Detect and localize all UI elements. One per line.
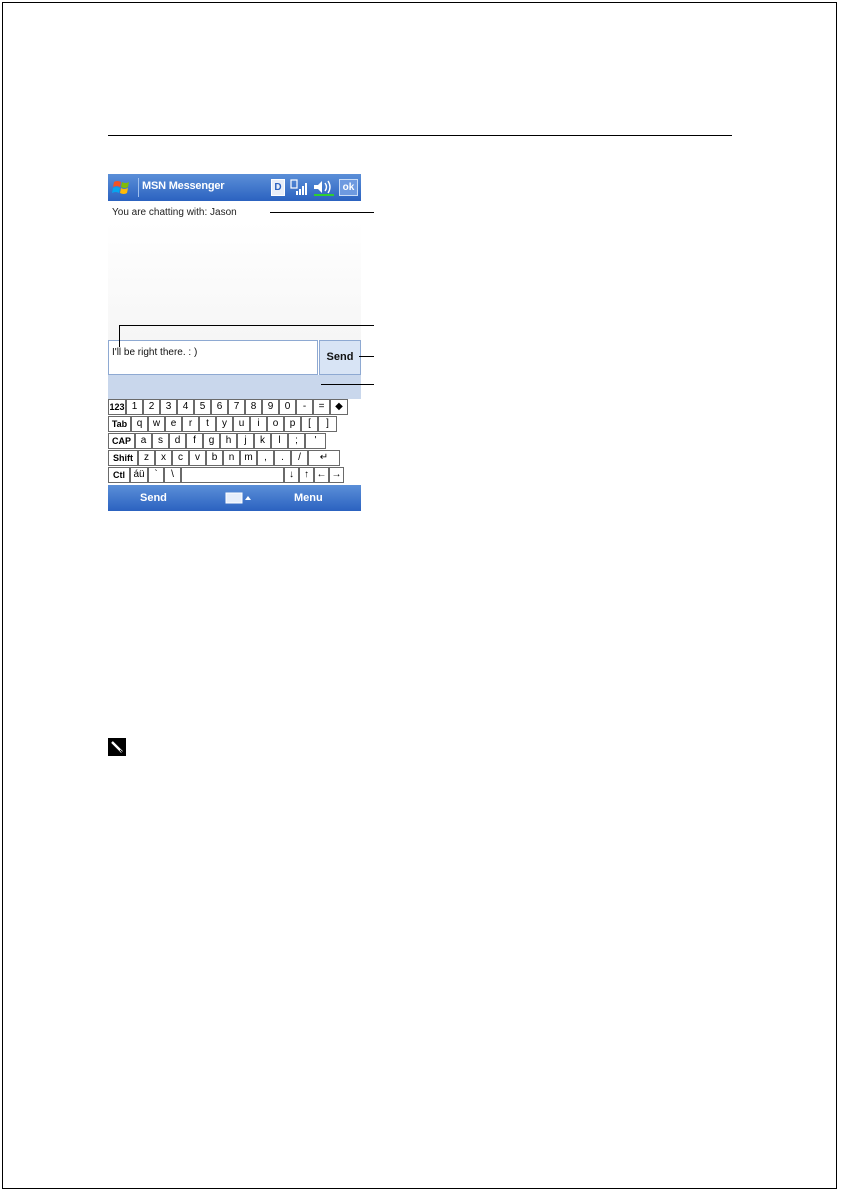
speaker-icon[interactable]	[312, 179, 336, 196]
title-bar	[108, 174, 361, 201]
key[interactable]: u	[233, 416, 250, 432]
key[interactable]: q	[131, 416, 148, 432]
connection-icon[interactable]: D	[271, 179, 285, 196]
key[interactable]: \	[164, 467, 181, 483]
key[interactable]: 6	[211, 399, 228, 415]
key[interactable]: m	[240, 450, 257, 466]
send-softkey[interactable]: Send	[140, 492, 167, 504]
keyboard-row	[108, 416, 361, 433]
keyboard-icon[interactable]	[224, 490, 252, 506]
app-title: MSN Messenger	[142, 180, 225, 192]
key[interactable]: t	[199, 416, 216, 432]
key[interactable]: ↓	[284, 467, 299, 483]
callout-input-line-v	[119, 325, 120, 347]
key[interactable]: o	[267, 416, 284, 432]
key[interactable]: x	[155, 450, 172, 466]
key[interactable]: CAP	[108, 433, 135, 449]
key[interactable]: w	[148, 416, 165, 432]
callout-send-line	[359, 356, 374, 357]
key[interactable]: '	[305, 433, 326, 449]
key[interactable]: p	[284, 416, 301, 432]
key[interactable]: 8	[245, 399, 262, 415]
callout-input-line-h	[119, 325, 374, 326]
keyboard-row	[108, 433, 361, 450]
key[interactable]: 7	[228, 399, 245, 415]
chat-status-text: You are chatting with: Jason	[112, 207, 237, 218]
ok-button[interactable]: ok	[339, 179, 358, 196]
key[interactable]: i	[250, 416, 267, 432]
chat-history-area[interactable]	[108, 222, 361, 340]
key[interactable]: g	[203, 433, 220, 449]
key[interactable]: Shift	[108, 450, 138, 466]
key[interactable]: j	[237, 433, 254, 449]
key[interactable]: -	[296, 399, 313, 415]
device-screen	[108, 174, 361, 511]
key[interactable]: b	[206, 450, 223, 466]
key[interactable]: n	[223, 450, 240, 466]
callout-strip-line	[321, 384, 374, 385]
keyboard-row	[108, 399, 361, 416]
key[interactable]: 5	[194, 399, 211, 415]
key[interactable]: s	[152, 433, 169, 449]
key[interactable]: a	[135, 433, 152, 449]
key[interactable]: 123	[108, 399, 126, 415]
key[interactable]: Tab	[108, 416, 131, 432]
top-rule	[108, 135, 732, 136]
title-separator	[138, 178, 139, 197]
space-key[interactable]	[181, 467, 284, 483]
key[interactable]: →	[329, 467, 344, 483]
keyboard-row	[108, 450, 361, 467]
windows-flag-icon[interactable]	[112, 178, 132, 197]
key[interactable]: ]	[318, 416, 337, 432]
key[interactable]: r	[182, 416, 199, 432]
key[interactable]: áü	[130, 467, 148, 483]
key[interactable]: .	[274, 450, 291, 466]
key[interactable]: 0	[279, 399, 296, 415]
key[interactable]: [	[301, 416, 318, 432]
keyboard-row	[108, 467, 361, 484]
key[interactable]: ,	[257, 450, 274, 466]
key[interactable]: v	[189, 450, 206, 466]
key[interactable]: z	[138, 450, 155, 466]
key[interactable]: l	[271, 433, 288, 449]
key[interactable]: f	[186, 433, 203, 449]
key[interactable]: e	[165, 416, 182, 432]
key[interactable]: ←	[314, 467, 329, 483]
key[interactable]: ↵	[308, 450, 340, 466]
key[interactable]: d	[169, 433, 186, 449]
key[interactable]: `	[148, 467, 164, 483]
key[interactable]: ↑	[299, 467, 314, 483]
key[interactable]: 4	[177, 399, 194, 415]
key[interactable]: ;	[288, 433, 305, 449]
message-input[interactable]: I'll be right there. : )	[108, 340, 318, 375]
soft-keyboard	[108, 399, 361, 483]
key[interactable]: 1	[126, 399, 143, 415]
key[interactable]: 3	[160, 399, 177, 415]
input-panel-strip	[108, 375, 361, 399]
menu-softkey[interactable]: Menu	[294, 492, 323, 504]
signal-icon[interactable]	[290, 179, 308, 196]
key[interactable]: Ctl	[108, 467, 130, 483]
menu-bar	[108, 485, 361, 511]
send-button[interactable]: Send	[319, 340, 361, 375]
key[interactable]: 9	[262, 399, 279, 415]
callout-status-line	[270, 212, 374, 213]
key[interactable]: h	[220, 433, 237, 449]
key[interactable]: ◆	[330, 399, 348, 415]
key[interactable]: k	[254, 433, 271, 449]
key[interactable]: 2	[143, 399, 160, 415]
note-icon	[108, 738, 126, 756]
key[interactable]: y	[216, 416, 233, 432]
key[interactable]: /	[291, 450, 308, 466]
key[interactable]: =	[313, 399, 330, 415]
key[interactable]: c	[172, 450, 189, 466]
